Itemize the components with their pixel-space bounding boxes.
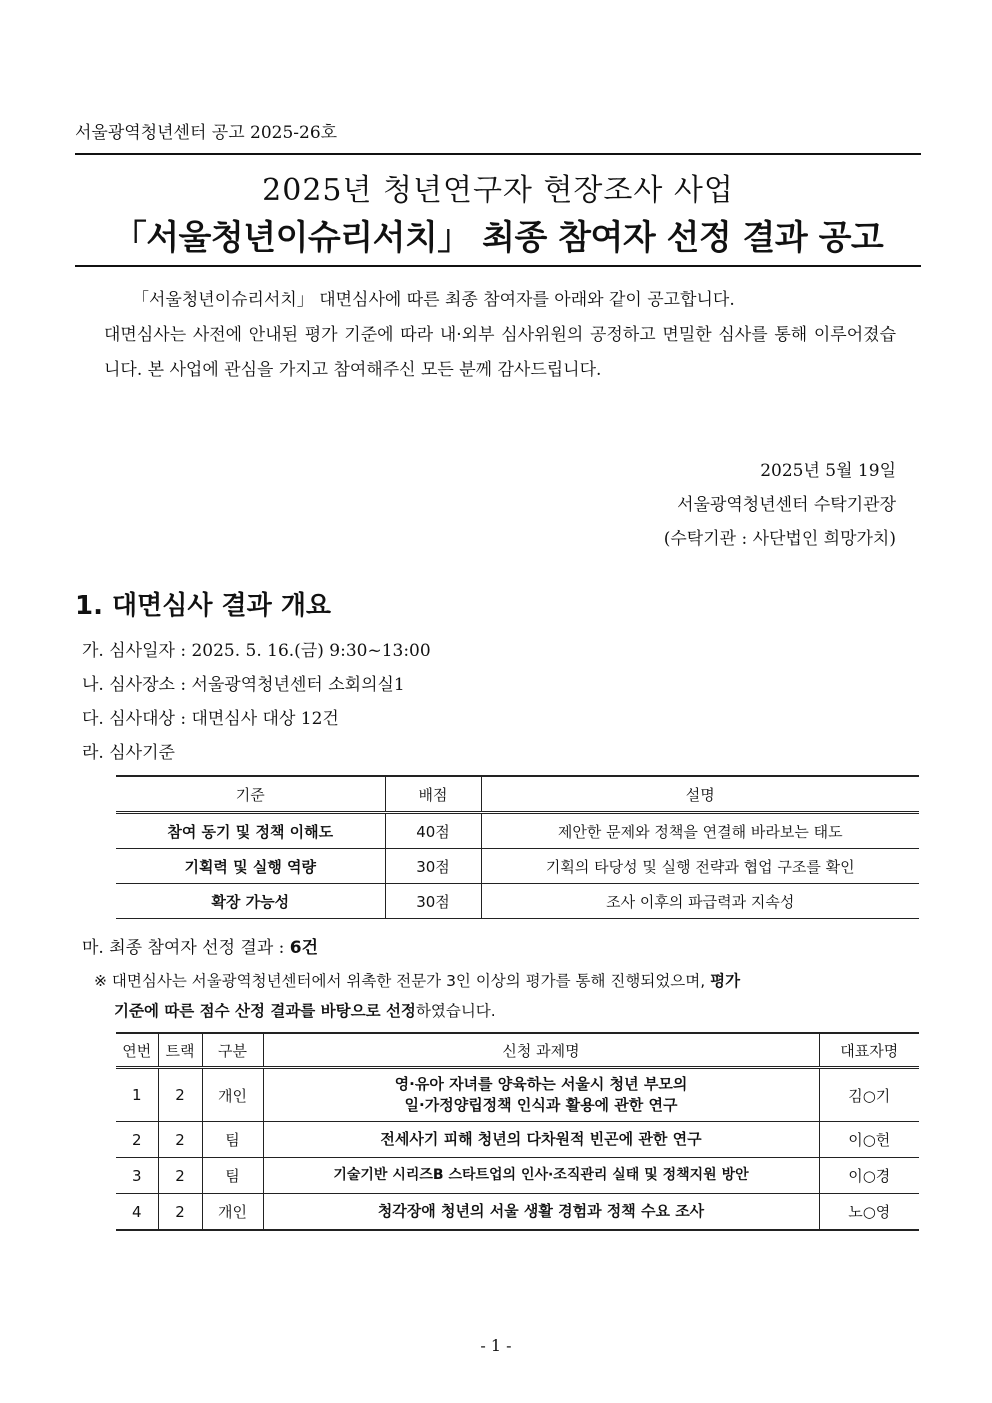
item-target: 다. 심사대상 : 대면심사 대상 12건: [82, 709, 339, 729]
selection-row: [116, 1122, 919, 1158]
row-track: 2: [158, 1158, 202, 1194]
note-tail: 하였습니다.: [415, 1002, 496, 1020]
criteria-header: 배점: [385, 776, 481, 813]
criteria-row: [116, 849, 919, 884]
row-track: 2: [158, 1122, 202, 1158]
selection-header: 연번: [116, 1033, 158, 1068]
note-bold-2: 기준에 따른 점수 산정 결과를 바탕으로 선정: [114, 1002, 416, 1020]
intro-line-1: 「서울청년이슈리서치」 대면심사에 따른 최종 참여자를 아래와 같이 공고합니다.: [132, 290, 735, 310]
header-top-rule: [75, 153, 921, 155]
notice-number: 서울광역청년센터 공고 2025-26호: [75, 123, 338, 143]
row-number: 3: [116, 1158, 158, 1194]
result-line: [82, 933, 318, 958]
page-number: - 1 -: [480, 1336, 512, 1355]
selection-row: [116, 1068, 919, 1122]
note-bold: 평가: [710, 972, 741, 990]
notice-date: 2025년 5월 19일: [760, 461, 896, 481]
item-criteria-label: 라. 심사기준: [82, 743, 175, 763]
criteria-score: 30점: [385, 849, 481, 884]
item-date: 가. 심사일자 : 2025. 5. 16.(금) 9:30~13:00: [82, 641, 431, 661]
issuer-org: 서울광역청년센터 수탁기관장: [677, 495, 896, 515]
row-number: 1: [116, 1068, 158, 1122]
selection-header: 대표자명: [819, 1033, 919, 1068]
intro-line-2: 대면심사는 사전에 안내된 평가 기준에 따라 내·외부 심사위원의 공정하고 면밀한 심사를 통해 이루어졌습니다. 본 사업에 관심을 가지고 참여해주신 모든 분께 감사드립니다.: [104, 325, 896, 380]
selection-table: [116, 1032, 919, 1231]
title-line-1: 2025년 청년연구자 현장조사 사업: [262, 173, 734, 208]
row-type: 개인: [202, 1068, 263, 1122]
result-label: 마. 최종 참여자 선정 결과 :: [82, 938, 290, 958]
row-representative: 이○경: [819, 1158, 919, 1194]
row-type: 팀: [202, 1122, 263, 1158]
row-type: 개인: [202, 1194, 263, 1231]
criteria-row: [116, 813, 919, 849]
row-number: 2: [116, 1122, 158, 1158]
title-line-2: 「서울청년이슈리서치」 최종 참여자 선정 결과 공고: [112, 218, 884, 258]
row-project-title: 전세사기 피해 청년의 다차원적 빈곤에 관한 연구: [263, 1122, 819, 1158]
row-type: 팀: [202, 1158, 263, 1194]
criteria-desc: 기획의 타당성 및 실행 전략과 협업 구조를 확인: [481, 849, 919, 884]
note-text: 대면심사는 서울광역청년센터에서 위촉한 전문가 3인 이상의 평가를 통해 진행되었으며,: [107, 972, 711, 990]
selection-header-row: [116, 1033, 919, 1068]
selection-row: [116, 1158, 919, 1194]
row-project-title: 기술기반 시리즈B 스타트업의 인사·조직관리 실태 및 정책지원 방안: [263, 1158, 819, 1194]
criteria-name: 확장 가능성: [116, 884, 385, 919]
row-representative: 노○영: [819, 1194, 919, 1231]
criteria-header-row: [116, 776, 919, 813]
criteria-table: [116, 775, 919, 919]
section-title: 1. 대면심사 결과 개요: [75, 591, 332, 621]
criteria-header: 설명: [481, 776, 919, 813]
criteria-desc: 제안한 문제와 정책을 연결해 바라보는 태도: [481, 813, 919, 849]
issuer-operator: (수탁기관 : 사단법인 희망가치): [663, 529, 896, 549]
criteria-row: [116, 884, 919, 919]
criteria-name: 참여 동기 및 정책 이해도: [116, 813, 385, 849]
selection-header: 구분: [202, 1033, 263, 1068]
criteria-score: 30점: [385, 884, 481, 919]
row-representative: 이○헌: [819, 1122, 919, 1158]
note-mark: ※: [94, 972, 107, 990]
selection-header: 신청 과제명: [263, 1033, 819, 1068]
item-place: 나. 심사장소 : 서울광역청년센터 소회의실1: [82, 675, 405, 695]
criteria-score: 40점: [385, 813, 481, 849]
row-representative: 김○기: [819, 1068, 919, 1122]
row-project-title: 청각장애 청년의 서울 생활 경험과 정책 수요 조사: [263, 1194, 819, 1231]
selection-row: [116, 1194, 919, 1231]
criteria-header: 기준: [116, 776, 385, 813]
criteria-name: 기획력 및 실행 역량: [116, 849, 385, 884]
row-number: 4: [116, 1194, 158, 1231]
criteria-desc: 조사 이후의 파급력과 지속성: [481, 884, 919, 919]
intro-paragraph: [104, 283, 896, 388]
note: [94, 966, 924, 1026]
header-bottom-rule: [75, 265, 921, 267]
row-project-title: 영·유아 자녀를 양육하는 서울시 청년 부모의 일·가정양립정책 인식과 활용에 관한 연구: [263, 1068, 819, 1122]
selection-header: 트랙: [158, 1033, 202, 1068]
row-track: 2: [158, 1068, 202, 1122]
result-value: 6건: [289, 938, 319, 958]
row-track: 2: [158, 1194, 202, 1231]
